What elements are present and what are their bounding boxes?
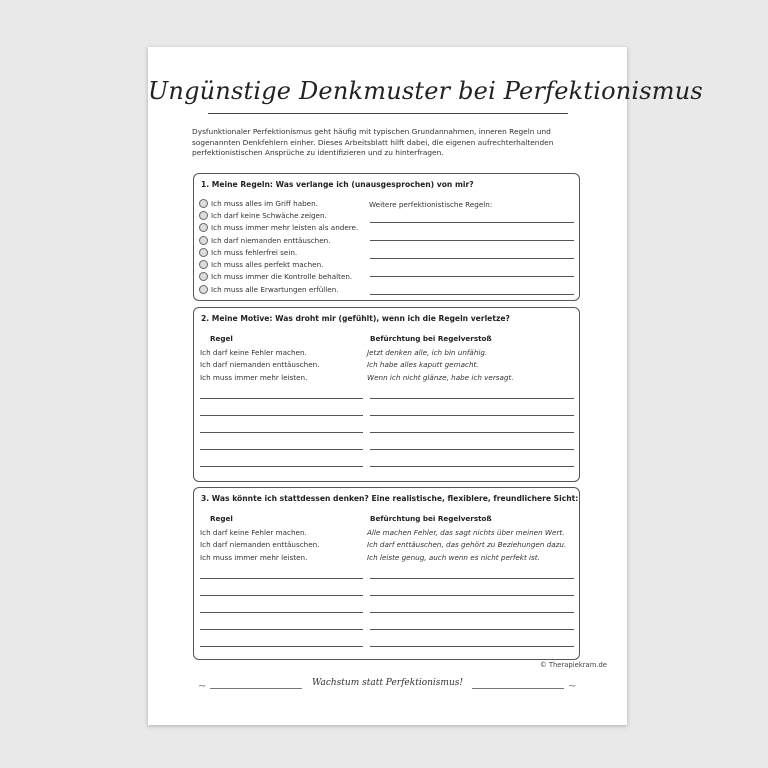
- write-line[interactable]: [200, 595, 363, 596]
- radio-button[interactable]: [199, 272, 208, 281]
- rule-label: Ich muss alles im Griff haben.: [211, 198, 318, 208]
- write-line[interactable]: [200, 646, 363, 647]
- section-motives: [193, 307, 580, 482]
- write-line[interactable]: [370, 415, 574, 416]
- write-line[interactable]: [370, 578, 574, 579]
- rule-label: Ich darf keine Schwäche zeigen.: [211, 210, 327, 220]
- fear-column: [367, 347, 514, 384]
- radio-button[interactable]: [199, 199, 208, 208]
- radio-button[interactable]: [199, 260, 208, 269]
- write-line[interactable]: [200, 578, 363, 579]
- footer-slogan: Wachstum statt Perfektionismus!: [312, 678, 463, 688]
- write-line[interactable]: [370, 646, 574, 647]
- write-line[interactable]: [370, 294, 574, 295]
- alternative-text: Ich leiste genug, auch wenn es nicht perfekt ist.: [367, 552, 540, 562]
- write-line[interactable]: [370, 612, 574, 613]
- section-heading: 1. Meine Regeln: Was verlange ich (unausgesprochen) von mir?: [201, 180, 474, 189]
- rule-option[interactable]: [199, 271, 358, 283]
- intro-text: [192, 127, 592, 159]
- column-header-rule: Regel: [210, 334, 233, 343]
- section-alternatives: [193, 487, 580, 660]
- section-rules: [193, 173, 580, 301]
- write-line[interactable]: [370, 449, 574, 450]
- column-header-fear: Befürchtung bei Regelverstoß: [370, 334, 492, 343]
- write-line[interactable]: [200, 449, 363, 450]
- write-line[interactable]: [200, 432, 363, 433]
- rule-option[interactable]: [199, 283, 358, 295]
- rule-label: Ich muss immer mehr leisten als andere.: [211, 223, 359, 233]
- intro-line: perfektionistischen Ansprüche zu identifizieren und zu hinterfragen.: [192, 148, 444, 158]
- rule-label: Ich muss alle Erwartungen erfüllen.: [211, 284, 339, 294]
- rule-option[interactable]: [199, 246, 358, 258]
- radio-button[interactable]: [199, 248, 208, 257]
- flourish-icon: ~: [198, 681, 207, 692]
- rule-text: Ich muss immer mehr leisten.: [200, 372, 308, 382]
- write-line[interactable]: [370, 398, 574, 399]
- rule-text: Ich darf keine Fehler machen.: [200, 528, 307, 537]
- write-line[interactable]: [370, 240, 574, 241]
- flourish-icon: ~: [568, 681, 577, 692]
- column-header-rule: Regel: [210, 514, 233, 523]
- rule-column: [200, 347, 320, 384]
- rule-option[interactable]: [199, 222, 358, 234]
- rule-text: Ich darf niemanden enttäuschen.: [200, 540, 320, 550]
- write-line[interactable]: [370, 258, 574, 259]
- footer-flourish-right: [472, 688, 564, 689]
- write-line[interactable]: [370, 432, 574, 433]
- alternative-text: Ich darf enttäuschen, das gehört zu Beziehungen dazu.: [367, 540, 567, 550]
- write-line[interactable]: [200, 629, 363, 630]
- rule-label: Ich muss fehlerfrei sein.: [211, 247, 298, 257]
- write-line[interactable]: [200, 612, 363, 613]
- rule-label: Ich darf niemanden enttäuschen.: [211, 235, 331, 245]
- copyright-text: © Therapiekram.de: [539, 661, 607, 669]
- intro-line: sogenannten Denkfehlern einher. Dieses Arbeitsblatt hilft dabei, die eigenen aufrechterhaltenden: [192, 137, 554, 147]
- column-header-fear: Befürchtung bei Regelverstoß: [370, 514, 492, 523]
- rule-text: Ich muss immer mehr leisten.: [200, 552, 308, 562]
- section-heading: 3. Was könnte ich stattdessen denken? Eine realistische, flexiblere, freundlichere Sicht:: [201, 494, 579, 503]
- radio-button[interactable]: [199, 223, 208, 232]
- write-line[interactable]: [200, 398, 363, 399]
- title-underline: [208, 113, 568, 114]
- fear-text: Jetzt denken alle, ich bin unfähig.: [367, 348, 488, 357]
- rule-label: Ich muss alles perfekt machen.: [211, 260, 324, 270]
- worksheet-page: [148, 47, 703, 725]
- rule-text: Ich darf niemanden enttäuschen.: [200, 360, 320, 370]
- write-line[interactable]: [370, 595, 574, 596]
- section-heading: 2. Meine Motive: Was droht mir (gefühlt), wenn ich die Regeln verletze?: [201, 314, 510, 323]
- write-line[interactable]: [370, 629, 574, 630]
- write-line[interactable]: [370, 222, 574, 223]
- fear-text: Ich habe alles kaputt gemacht.: [367, 360, 479, 370]
- rule-checklist: [199, 197, 358, 295]
- page-title: Ungünstige Denkmuster bei Perfektionismus: [148, 77, 703, 105]
- rule-label: Ich muss immer die Kontrolle behalten.: [211, 272, 353, 282]
- more-rules-label: Weitere perfektionistische Regeln:: [369, 200, 493, 209]
- radio-button[interactable]: [199, 285, 208, 294]
- alternative-column: [367, 527, 566, 564]
- rule-column: [200, 527, 320, 564]
- alternative-text: Alle machen Fehler, das sagt nichts über meinen Wert.: [367, 528, 565, 537]
- rule-text: Ich darf keine Fehler machen.: [200, 348, 307, 357]
- write-line[interactable]: [200, 466, 363, 467]
- footer-flourish-left: [210, 688, 302, 689]
- write-line[interactable]: [370, 466, 574, 467]
- fear-text: Wenn ich nicht glänze, habe ich versagt.: [367, 372, 514, 382]
- radio-button[interactable]: [199, 211, 208, 220]
- rule-option[interactable]: [199, 209, 358, 221]
- rule-option[interactable]: [199, 258, 358, 270]
- rule-option[interactable]: [199, 234, 358, 246]
- write-line[interactable]: [200, 415, 363, 416]
- rule-option[interactable]: [199, 197, 358, 209]
- radio-button[interactable]: [199, 236, 208, 245]
- write-line[interactable]: [370, 276, 574, 277]
- intro-line: Dysfunktionaler Perfektionismus geht häufig mit typischen Grundannahmen, inneren Regeln und: [192, 127, 551, 136]
